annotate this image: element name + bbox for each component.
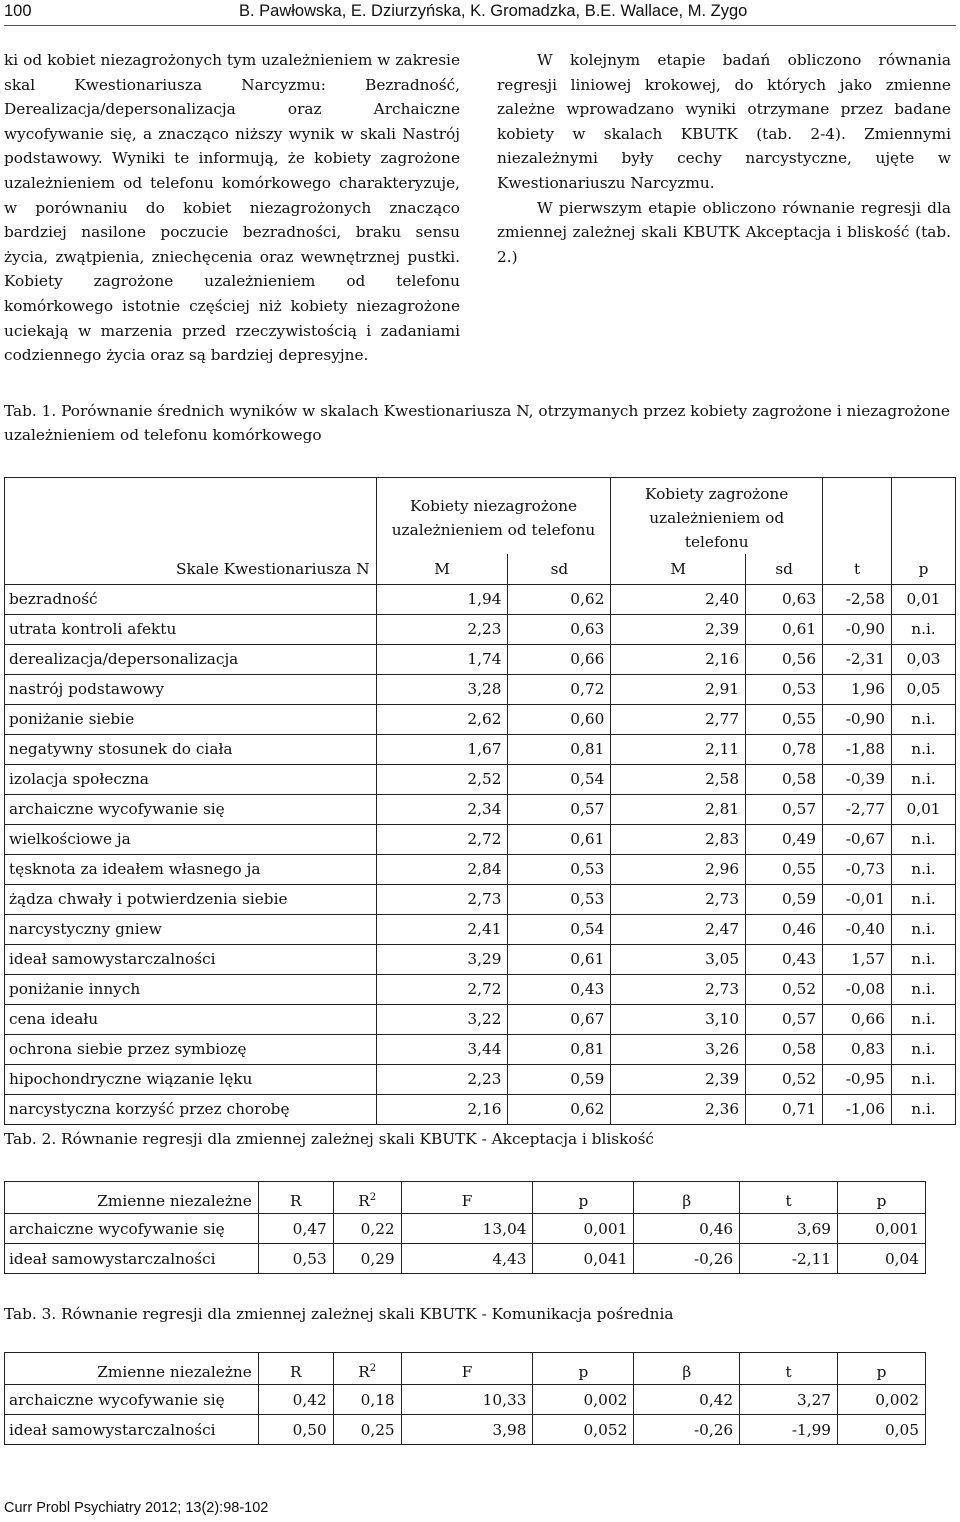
value-cell: 2,41 — [376, 914, 508, 944]
value-cell: 2,73 — [376, 884, 508, 914]
column-header: p — [838, 1353, 926, 1385]
column-header: p — [892, 554, 956, 584]
value-cell: 2,58 — [611, 764, 746, 794]
table1 — [4, 477, 956, 1125]
column-header: F — [401, 1353, 533, 1385]
table1-caption: Tab. 1. Porównanie średnich wyników w skalach Kwestionariusza N, otrzymanych przez kobiety zagrożone i niezagrożone uzależnieniem od telefonu komórkowego — [4, 402, 950, 444]
table-row — [5, 704, 956, 734]
value-cell: 2,73 — [611, 974, 746, 1004]
value-cell: 2,96 — [611, 854, 746, 884]
value-cell: 0,55 — [746, 704, 823, 734]
value-cell: 1,67 — [376, 734, 508, 764]
right-column — [497, 48, 951, 269]
value-cell: 4,43 — [401, 1244, 533, 1274]
column-header: p — [533, 1353, 634, 1385]
table3-caption: Tab. 3. Równanie regresji dla zmiennej zależnej skali KBUTK - Komunikacja pośrednia — [4, 1305, 674, 1323]
row-label-cell: ideał samowystarczalności — [5, 944, 377, 974]
table-row — [5, 584, 956, 614]
value-cell: n.i. — [892, 704, 956, 734]
value-cell: n.i. — [892, 824, 956, 854]
value-cell: 0,43 — [746, 944, 823, 974]
value-cell: 0,71 — [746, 1094, 823, 1124]
value-cell: 3,26 — [611, 1034, 746, 1064]
table-cell — [5, 478, 377, 555]
table-row — [5, 1415, 926, 1445]
value-cell: 2,34 — [376, 794, 508, 824]
value-cell: -2,11 — [740, 1244, 838, 1274]
value-cell: 3,27 — [740, 1385, 838, 1415]
column-header: M — [611, 554, 746, 584]
value-cell: 2,23 — [376, 614, 508, 644]
value-cell: 2,52 — [376, 764, 508, 794]
value-cell: 0,03 — [892, 644, 956, 674]
row-label-cell: ideał samowystarczalności — [5, 1244, 259, 1274]
value-cell: 0,001 — [838, 1214, 926, 1244]
table3-header-row — [5, 1353, 926, 1385]
body-paragraph: W pierwszym etapie obliczono równanie regresji dla zmiennej zależnej skali KBUTK Akceptacja i bliskość (tab. 2.) — [497, 198, 951, 266]
group-header-at-risk: Kobiety zagrożone uzależnieniem od telefonu — [611, 478, 823, 555]
table1-body — [5, 584, 956, 1124]
table-row — [5, 1034, 956, 1064]
row-label-cell: narcystyczny gniew — [5, 914, 377, 944]
column-header: R — [258, 1182, 333, 1214]
value-cell: 0,50 — [258, 1415, 333, 1445]
column-header: t — [740, 1353, 838, 1385]
value-cell: -0,26 — [634, 1244, 740, 1274]
value-cell: 3,44 — [376, 1034, 508, 1064]
value-cell: 2,72 — [376, 824, 508, 854]
value-cell: 2,84 — [376, 854, 508, 884]
value-cell: 2,81 — [611, 794, 746, 824]
value-cell: -0,01 — [823, 884, 892, 914]
value-cell: 2,91 — [611, 674, 746, 704]
value-cell: 3,28 — [376, 674, 508, 704]
value-cell: -0,95 — [823, 1064, 892, 1094]
value-cell: 0,78 — [746, 734, 823, 764]
running-head-authors: B. Pawłowska, E. Dziurzyńska, K. Gromadzka, B.E. Wallace, M. Zygo — [239, 2, 748, 20]
value-cell: -0,40 — [823, 914, 892, 944]
table-row — [5, 794, 956, 824]
value-cell: 2,62 — [376, 704, 508, 734]
value-cell: n.i. — [892, 974, 956, 1004]
value-cell: 13,04 — [401, 1214, 533, 1244]
value-cell: 0,61 — [746, 614, 823, 644]
table-row — [5, 1004, 956, 1034]
table-row — [5, 1385, 926, 1415]
value-cell: -0,90 — [823, 614, 892, 644]
row-label-cell: poniżanie innych — [5, 974, 377, 1004]
value-cell: 0,53 — [746, 674, 823, 704]
value-cell: -0,90 — [823, 704, 892, 734]
value-cell: -2,58 — [823, 584, 892, 614]
table-cell — [892, 478, 956, 555]
value-cell: 0,47 — [258, 1214, 333, 1244]
value-cell: 2,39 — [611, 614, 746, 644]
value-cell: 1,94 — [376, 584, 508, 614]
value-cell: 0,54 — [508, 914, 611, 944]
footer-citation: Curr Probl Psychiatry 2012; 13(2):98-102 — [4, 1500, 269, 1516]
value-cell: 0,53 — [508, 884, 611, 914]
value-cell: 2,36 — [611, 1094, 746, 1124]
value-cell: 3,69 — [740, 1214, 838, 1244]
table-cell — [823, 478, 892, 555]
table-row — [5, 1244, 926, 1274]
value-cell: 3,29 — [376, 944, 508, 974]
value-cell: 0,60 — [508, 704, 611, 734]
value-cell: 0,22 — [333, 1214, 401, 1244]
value-cell: 0,59 — [746, 884, 823, 914]
value-cell: n.i. — [892, 1064, 956, 1094]
page-number: 100 — [4, 2, 32, 20]
value-cell: 0,001 — [533, 1214, 634, 1244]
table-row — [5, 1094, 956, 1124]
value-cell: 0,56 — [746, 644, 823, 674]
table-row — [5, 734, 956, 764]
row-label-cell: utrata kontroli afektu — [5, 614, 377, 644]
r-symbol: R — [358, 1362, 370, 1381]
table3-body — [5, 1385, 926, 1445]
column-header: β — [634, 1182, 740, 1214]
value-cell: 0,61 — [508, 944, 611, 974]
value-cell: 3,22 — [376, 1004, 508, 1034]
row-label-cell: tęsknota za ideałem własnego ja — [5, 854, 377, 884]
column-header-r-squared — [333, 1182, 401, 1214]
value-cell: n.i. — [892, 1034, 956, 1064]
table-row — [5, 854, 956, 884]
value-cell: -1,99 — [740, 1415, 838, 1445]
superscript: 2 — [369, 1191, 377, 1203]
left-column — [4, 48, 460, 368]
value-cell: 0,67 — [508, 1004, 611, 1034]
value-cell: n.i. — [892, 1004, 956, 1034]
value-cell: -1,06 — [823, 1094, 892, 1124]
value-cell: 0,46 — [634, 1214, 740, 1244]
value-cell: -0,73 — [823, 854, 892, 884]
value-cell: 2,23 — [376, 1064, 508, 1094]
value-cell: n.i. — [892, 944, 956, 974]
row-label-cell: derealizacja/depersonalizacja — [5, 644, 377, 674]
value-cell: 10,33 — [401, 1385, 533, 1415]
value-cell: 2,16 — [611, 644, 746, 674]
value-cell: 2,47 — [611, 914, 746, 944]
column-header: sd — [746, 554, 823, 584]
table2-header-row — [5, 1182, 926, 1214]
row-label-cell: poniżanie siebie — [5, 704, 377, 734]
value-cell: 0,81 — [508, 734, 611, 764]
value-cell: 0,002 — [533, 1385, 634, 1415]
value-cell: n.i. — [892, 614, 956, 644]
value-cell: -0,26 — [634, 1415, 740, 1445]
value-cell: 0,66 — [508, 644, 611, 674]
table2-body — [5, 1214, 926, 1274]
value-cell: 1,57 — [823, 944, 892, 974]
value-cell: 0,72 — [508, 674, 611, 704]
value-cell: 0,57 — [746, 1004, 823, 1034]
value-cell: 2,77 — [611, 704, 746, 734]
table2-caption: Tab. 2. Równanie regresji dla zmiennej zależnej skali KBUTK - Akceptacja i bliskość — [4, 1130, 654, 1148]
value-cell: -1,88 — [823, 734, 892, 764]
r-symbol: R — [358, 1191, 370, 1210]
value-cell: 0,05 — [838, 1415, 926, 1445]
value-cell: n.i. — [892, 1094, 956, 1124]
table-row — [5, 974, 956, 1004]
table-row — [5, 644, 956, 674]
column-header: t — [740, 1182, 838, 1214]
table1-column-header-row — [5, 554, 956, 584]
row-label-cell: nastrój podstawowy — [5, 674, 377, 704]
table-row — [5, 614, 956, 644]
row-label-cell: izolacja społeczna — [5, 764, 377, 794]
column-header: sd — [508, 554, 611, 584]
value-cell: 0,62 — [508, 584, 611, 614]
row-label-cell: negatywny stosunek do ciała — [5, 734, 377, 764]
value-cell: 0,041 — [533, 1244, 634, 1274]
value-cell: 0,04 — [838, 1244, 926, 1274]
value-cell: 0,54 — [508, 764, 611, 794]
group-header-not-at-risk: Kobiety niezagrożone uzależnieniem od telefonu — [376, 478, 611, 555]
value-cell: 0,05 — [892, 674, 956, 704]
value-cell: n.i. — [892, 884, 956, 914]
value-cell: n.i. — [892, 854, 956, 884]
value-cell: 0,002 — [838, 1385, 926, 1415]
column-header: p — [533, 1182, 634, 1214]
table-row — [5, 944, 956, 974]
table-row — [5, 914, 956, 944]
value-cell: 0,83 — [823, 1034, 892, 1064]
value-cell: 2,16 — [376, 1094, 508, 1124]
value-cell: 2,39 — [611, 1064, 746, 1094]
value-cell: -0,39 — [823, 764, 892, 794]
value-cell: 1,74 — [376, 644, 508, 674]
value-cell: 0,59 — [508, 1064, 611, 1094]
table-row — [5, 1064, 956, 1094]
value-cell: 0,18 — [333, 1385, 401, 1415]
value-cell: 0,66 — [823, 1004, 892, 1034]
value-cell: 0,81 — [508, 1034, 611, 1064]
value-cell: 0,52 — [746, 974, 823, 1004]
value-cell: 2,40 — [611, 584, 746, 614]
value-cell: 0,25 — [333, 1415, 401, 1445]
value-cell: 0,62 — [508, 1094, 611, 1124]
value-cell: 0,42 — [634, 1385, 740, 1415]
row-label-cell: archaiczne wycofywanie się — [5, 1214, 259, 1244]
column-header: M — [376, 554, 508, 584]
row-label-cell: archaiczne wycofywanie się — [5, 1385, 259, 1415]
value-cell: 0,61 — [508, 824, 611, 854]
value-cell: n.i. — [892, 914, 956, 944]
row-label-cell: narcystyczna korzyść przez chorobę — [5, 1094, 377, 1124]
value-cell: 3,98 — [401, 1415, 533, 1445]
value-cell: 0,53 — [258, 1244, 333, 1274]
value-cell: 0,58 — [746, 764, 823, 794]
value-cell: n.i. — [892, 764, 956, 794]
value-cell: n.i. — [892, 734, 956, 764]
value-cell: 0,42 — [258, 1385, 333, 1415]
value-cell: 3,05 — [611, 944, 746, 974]
value-cell: 0,29 — [333, 1244, 401, 1274]
row-label-cell: żądza chwały i potwierdzenia siebie — [5, 884, 377, 914]
column-header: R — [258, 1353, 333, 1385]
row-label-cell: hipochondryczne wiązanie lęku — [5, 1064, 377, 1094]
column-header: p — [838, 1182, 926, 1214]
value-cell: 0,63 — [746, 584, 823, 614]
value-cell: 3,10 — [611, 1004, 746, 1034]
value-cell: 0,55 — [746, 854, 823, 884]
row-label-cell: wielkościowe ja — [5, 824, 377, 854]
value-cell: -0,08 — [823, 974, 892, 1004]
table2 — [4, 1181, 926, 1274]
value-cell: 0,58 — [746, 1034, 823, 1064]
table-row — [5, 884, 956, 914]
value-cell: 0,57 — [746, 794, 823, 824]
column-header-r-squared — [333, 1353, 401, 1385]
column-header: Skale Kwestionariusza N — [5, 554, 377, 584]
column-header: Zmienne niezależne — [5, 1353, 259, 1385]
value-cell: 0,52 — [746, 1064, 823, 1094]
value-cell: 0,46 — [746, 914, 823, 944]
value-cell: 2,72 — [376, 974, 508, 1004]
body-paragraph: W kolejnym etapie badań obliczono równania regresji liniowej krokowej, do których jako zmienne zależne wprowadzano wyniki otrzymane przez badane kobiety w skalach KBUTK (tab. 2-4). Zmiennymi niezależnymi były cechy narcystyczne, ujęte w Kwestionariuszu Narcyzmu. — [497, 51, 951, 192]
value-cell: -0,67 — [823, 824, 892, 854]
superscript: 2 — [369, 1362, 377, 1374]
body-paragraph: ki od kobiet niezagrożonych tym uzależnieniem w zakresie skal Kwestionariusza Narcyzmu: Bezradność, Derealizacja/depersonalizacja oraz Archaiczne wycofywanie się, a znacząco niższy wynik w skali Nastrój podstawowy. Wyniki te informują, że kobiety zagrożone uzależnieniem od telefonu komórkowego charakteryzuje, w porównaniu do kobiet niezagrożonych znacząco bardziej nasilone poczucie bezradności, braku sensu życia, zwątpienia, zniechęcenia oraz wewnętrznej pustki. Kobiety zagrożone uzależnieniem od telefonu komórkowego istotnie częściej niż kobiety niezagrożone uciekają w marzenia przed rzeczywistością i zadaniami codziennego życia oraz są bardziej depresyjne. — [4, 51, 460, 365]
row-label-cell: ochrona siebie przez symbiozę — [5, 1034, 377, 1064]
value-cell: 2,73 — [611, 884, 746, 914]
value-cell: 0,57 — [508, 794, 611, 824]
value-cell: 0,53 — [508, 854, 611, 884]
row-label-cell: bezradność — [5, 584, 377, 614]
table-row — [5, 674, 956, 704]
value-cell: 0,01 — [892, 794, 956, 824]
row-label-cell: archaiczne wycofywanie się — [5, 794, 377, 824]
row-label-cell: cena ideału — [5, 1004, 377, 1034]
value-cell: -2,77 — [823, 794, 892, 824]
column-header: β — [634, 1353, 740, 1385]
column-header: F — [401, 1182, 533, 1214]
value-cell: 0,43 — [508, 974, 611, 1004]
value-cell: 0,052 — [533, 1415, 634, 1445]
value-cell: 2,11 — [611, 734, 746, 764]
value-cell: 0,01 — [892, 584, 956, 614]
column-header: t — [823, 554, 892, 584]
page-header — [4, 0, 956, 26]
table3 — [4, 1352, 926, 1445]
value-cell: 0,63 — [508, 614, 611, 644]
value-cell: -2,31 — [823, 644, 892, 674]
column-header: Zmienne niezależne — [5, 1182, 259, 1214]
row-label-cell: ideał samowystarczalności — [5, 1415, 259, 1445]
value-cell: 0,49 — [746, 824, 823, 854]
value-cell: 2,83 — [611, 824, 746, 854]
table-row — [5, 824, 956, 854]
table-row — [5, 764, 956, 794]
value-cell: 1,96 — [823, 674, 892, 704]
table1-group-header-row — [5, 478, 956, 555]
table-row — [5, 1214, 926, 1244]
